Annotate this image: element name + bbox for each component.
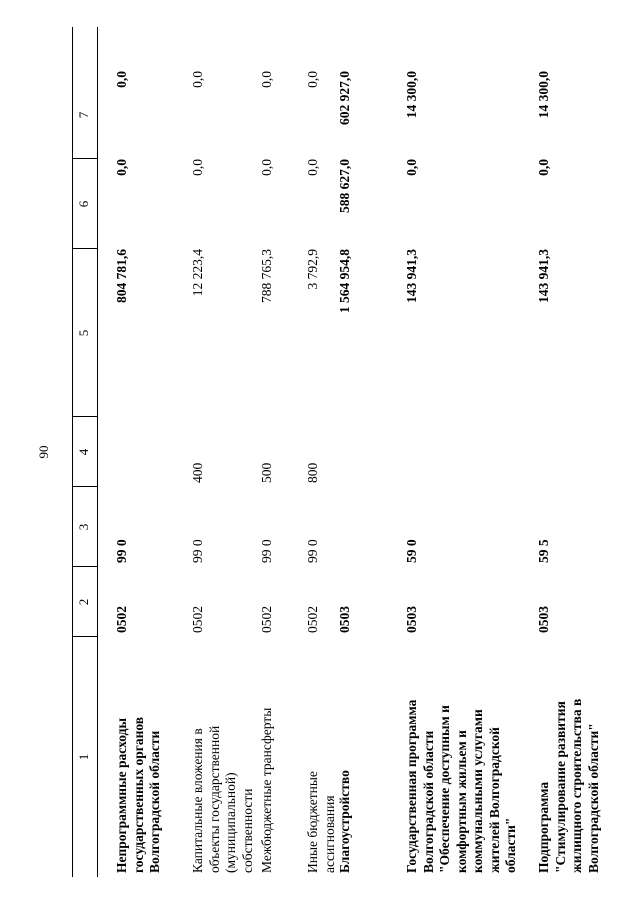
row-label: Межбюджетные трансферты	[259, 707, 274, 873]
row-col-2: 0502	[305, 606, 320, 633]
row-col-7: 14 300,0	[536, 71, 551, 119]
row-col-6: 0,0	[305, 159, 320, 176]
row-col-5: 1 564 954,8	[337, 249, 352, 314]
row-col-2: 0502	[259, 606, 274, 633]
row-col-3: 59 0	[404, 539, 419, 563]
row-label: Капитальные вложения в объекты государственной (муниципальной) собственности	[190, 725, 255, 873]
row-col-5: 143 941,3	[536, 249, 551, 303]
row-label: Непрограммные расходы государственных органов Волгоградской области	[114, 716, 162, 873]
row-col-5: 788 765,3	[259, 249, 274, 303]
column-header-3: 3	[76, 523, 91, 531]
column-header-5: 5	[76, 329, 91, 337]
row-col-7: 602 927,0	[337, 71, 352, 125]
row-col-6: 0,0	[259, 159, 274, 176]
row-col-7: 0,0	[190, 71, 205, 88]
row-label: Подпрограмма "Стимулирование развития жилищного строительства в Волгоградской области"	[536, 698, 601, 873]
row-col-6: 588 627,0	[337, 159, 352, 213]
row-col-2: 0502	[190, 606, 205, 633]
row-col-3: 59 5	[536, 539, 551, 563]
row-col-5: 3 792,9	[305, 249, 320, 290]
table-top-rule	[72, 27, 73, 877]
row-col-4: 800	[305, 462, 320, 483]
row-col-2: 0503	[337, 606, 352, 633]
row-col-3: 99 0	[259, 539, 274, 563]
column-header-7: 7	[76, 111, 91, 119]
row-col-2: 0503	[536, 606, 551, 633]
row-col-7: 0,0	[259, 71, 274, 88]
row-col-3: 99 0	[305, 539, 320, 563]
row-col-4: 500	[259, 462, 274, 483]
row-col-5: 143 941,3	[404, 249, 419, 303]
row-col-6: 0,0	[190, 159, 205, 176]
row-col-4: 400	[190, 462, 205, 483]
column-header-6: 6	[76, 200, 91, 208]
row-col-6: 0,0	[536, 159, 551, 176]
page-number: 90	[36, 445, 51, 459]
row-col-7: 0,0	[114, 71, 129, 88]
row-col-7: 14 300,0	[404, 71, 419, 119]
row-col-3: 99 0	[114, 539, 129, 563]
row-col-2: 0502	[114, 606, 129, 633]
budget-table	[72, 27, 612, 877]
row-col-6: 0,0	[114, 159, 129, 176]
row-label: Иные бюджетные ассигнования	[305, 771, 337, 873]
row-col-2: 0503	[404, 606, 419, 633]
row-col-7: 0,0	[305, 71, 320, 88]
column-header-2: 2	[76, 598, 91, 606]
column-header-4: 4	[76, 448, 91, 456]
row-label: Государственная программа Волгоградской области "Обеспечение доступным и комфортным жильем и коммунальными услугами жителей Волгоградской области"	[404, 699, 518, 873]
row-col-3: 99 0	[190, 539, 205, 563]
row-col-6: 0,0	[404, 159, 419, 176]
row-col-5: 804 781,6	[114, 249, 129, 303]
column-header-1: 1	[76, 753, 91, 761]
header-bottom-rule	[97, 27, 98, 877]
row-label: Благоустройство	[337, 770, 352, 873]
row-col-5: 12 223,4	[190, 249, 205, 297]
